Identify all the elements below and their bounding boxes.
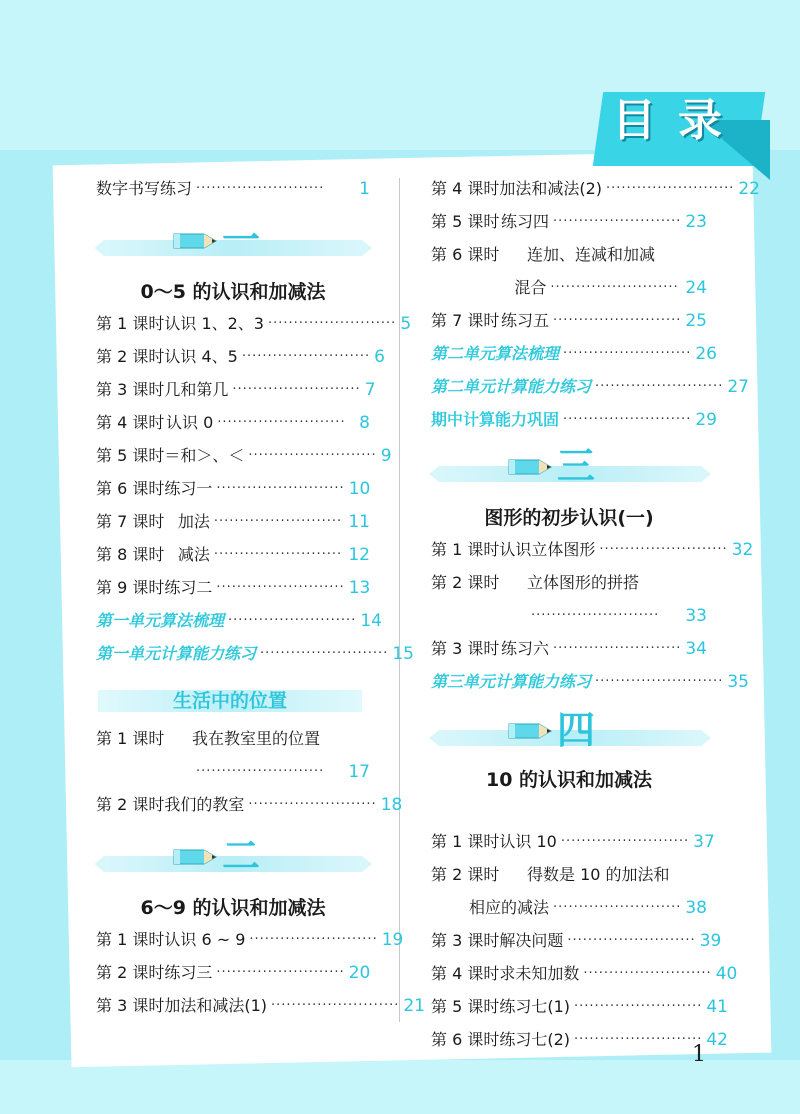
toc-entry[interactable]: [96, 993, 425, 1019]
page-ref: 26: [695, 344, 717, 364]
page-ref: 20: [348, 963, 371, 983]
unit-title: 0～5 的认识和加减法: [140, 281, 326, 303]
leader-dots: ·························: [553, 313, 682, 328]
page-ref: 8: [359, 413, 370, 433]
lesson-label: 第 2 课时: [431, 865, 500, 884]
leader-dots: ·························: [563, 412, 692, 427]
toc-entry[interactable]: [96, 641, 414, 667]
entry-title: 认识 6 ~ 9: [164, 930, 246, 949]
lesson-label: 第 6 课时: [431, 1030, 500, 1049]
leader-dots: ·························: [553, 900, 682, 915]
page-ref: 23: [685, 212, 707, 232]
lesson-label: 第 3 课时: [431, 639, 500, 658]
lesson-label: 第 6 课时: [431, 245, 500, 264]
toc-entry[interactable]: [431, 862, 707, 888]
entry-title: 练习七(1): [499, 997, 571, 1016]
leader-dots: ·························: [248, 797, 377, 812]
entry-title: 练习六: [501, 639, 550, 658]
leader-dots: ·························: [213, 547, 343, 562]
page-ref: 29: [695, 410, 717, 430]
page-ref: 24: [685, 278, 707, 298]
toc-entry[interactable]: [431, 961, 738, 987]
page-number: 1: [692, 1042, 706, 1067]
leader-dots: ·························: [241, 349, 371, 364]
toc-entry[interactable]: [96, 542, 370, 568]
lesson-label: 第 5 课时: [431, 997, 500, 1016]
leader-dots: ·························: [248, 448, 377, 463]
pencil-icon: [174, 846, 218, 868]
entry-title: ＝和＞、＜: [164, 446, 245, 465]
lesson-label: 第 6 课时: [96, 479, 165, 498]
background-band-bottom: [0, 1060, 800, 1114]
leader-dots: ·························: [553, 214, 682, 229]
lesson-label: 第 2 课时: [96, 795, 165, 814]
lesson-label: 第 8 课时: [96, 545, 165, 564]
page-ref: [679, 570, 707, 596]
entry-title: 练习四: [501, 212, 550, 231]
lesson-label: 第 3 课时: [96, 996, 165, 1015]
toc-entry[interactable]: [96, 443, 392, 469]
lesson-label: 第 1 课时: [431, 540, 500, 559]
leader-dots: ·························: [560, 834, 690, 849]
page-ref: 41: [706, 997, 728, 1017]
page-ref: 5: [400, 314, 412, 334]
lesson-label: 第 4 课时: [431, 964, 500, 983]
toc-entry[interactable]: [96, 726, 370, 752]
entry-title: 练习一: [164, 479, 213, 498]
lesson-label: 第 1 课时: [96, 314, 165, 333]
lesson-label: 第 1 课时: [96, 930, 165, 949]
leader-dots: ·························: [268, 316, 397, 331]
page-ref: 42: [706, 1030, 728, 1050]
page-ref: 17: [348, 762, 370, 782]
lesson-label: 第 9 课时: [96, 578, 165, 597]
toc-entry[interactable]: [431, 636, 707, 662]
toc-entry[interactable]: [96, 509, 370, 535]
pencil-icon: [509, 720, 553, 742]
entry-title: 认识 10: [499, 832, 557, 851]
toc-entry[interactable]: [431, 176, 760, 202]
page-ref: 27: [727, 377, 749, 397]
unit-number: 一: [222, 218, 261, 262]
leader-dots: ·························: [595, 674, 724, 689]
entry-title: 几和第几: [164, 380, 229, 399]
leader-dots: ·························: [531, 608, 660, 623]
entry-title: 第二单元计算能力练习: [431, 377, 592, 396]
toc-entry[interactable]: [96, 792, 403, 818]
page-ref: 32: [731, 540, 754, 560]
leader-dots: ·························: [595, 379, 724, 394]
page-ref: 34: [685, 639, 707, 659]
section-title: 生活中的位置: [172, 690, 287, 712]
leader-dots: ·························: [213, 514, 343, 529]
entry-title: 认识 1、2、3: [164, 314, 264, 333]
toc-entry[interactable]: [96, 476, 370, 502]
leader-dots: ·························: [216, 965, 345, 980]
entry-title: 练习三: [164, 963, 213, 982]
page-ref: 15: [392, 644, 414, 664]
entry-title: 数字书写练习: [96, 179, 193, 198]
entry-title: 加法: [177, 512, 210, 531]
entry-title: 我们的教室: [164, 795, 245, 814]
page-ref: 6: [374, 347, 385, 367]
entry-title: 相应的减法: [469, 898, 550, 917]
page-ref: 1: [359, 179, 370, 199]
pencil-icon: [174, 230, 218, 252]
page-ref: 10: [348, 479, 371, 499]
page-ref: 19: [381, 930, 404, 950]
entry-title: 立体图形的拼搭: [527, 573, 640, 592]
toc-entry[interactable]: [96, 759, 370, 785]
entry-title: 认识 4、5: [164, 347, 238, 366]
page-ref: [679, 242, 707, 268]
unit-banner: [439, 708, 701, 752]
leader-dots: ·························: [567, 933, 696, 948]
toc-entry[interactable]: [431, 928, 722, 954]
lesson-label: 第 7 课时: [431, 311, 500, 330]
lesson-label: 第 5 课时: [96, 446, 165, 465]
toc-entry[interactable]: [431, 994, 728, 1020]
toc-entry[interactable]: [431, 537, 754, 563]
pencil-icon: [509, 456, 553, 478]
leader-dots: [655, 242, 679, 268]
page-ref: 18: [380, 795, 403, 815]
leader-dots: ·························: [196, 764, 325, 779]
leader-dots: ·························: [574, 999, 703, 1014]
entry-title: 练习五: [501, 311, 550, 330]
entry-title: 练习二: [164, 578, 213, 597]
column-divider: [399, 178, 400, 1022]
toc-entry[interactable]: [431, 570, 707, 596]
toc-entry[interactable]: [431, 407, 717, 433]
leader-dots: ·························: [583, 966, 712, 981]
toc-entry[interactable]: [431, 603, 707, 629]
toc-entry[interactable]: [431, 308, 707, 334]
page-title: 目录: [612, 95, 744, 146]
page-ref: 38: [685, 898, 707, 918]
leader-dots: ·························: [249, 932, 378, 947]
unit-number: 三: [557, 444, 596, 488]
toc-entry[interactable]: [96, 377, 376, 403]
unit-title: 10 的认识和加减法: [485, 769, 653, 791]
entry-title: 得数是 10 的加法和: [527, 865, 670, 884]
leader-dots: ·························: [550, 280, 679, 295]
unit-number: 四: [557, 708, 596, 752]
page-ref: 7: [364, 380, 376, 400]
toc-entry[interactable]: [431, 209, 707, 235]
unit-banner: [439, 444, 701, 488]
lesson-label: 第 1 课时: [431, 832, 500, 851]
entry-title: 期中计算能力巩固: [431, 410, 560, 429]
toc-entry[interactable]: [431, 275, 707, 301]
page-ref: 14: [360, 611, 382, 631]
unit-title: 图形的初步认识(一): [484, 507, 654, 529]
entry-title: 第三单元计算能力练习: [431, 672, 592, 691]
page-ref: 33: [685, 606, 707, 626]
entry-title: 第一单元计算能力练习: [96, 644, 257, 663]
page-ref: [679, 862, 707, 888]
toc-entry[interactable]: [96, 960, 370, 986]
lesson-label: 第 5 课时: [431, 212, 500, 231]
leader-dots: ·························: [563, 346, 692, 361]
lesson-label: 第 4 课时: [96, 413, 165, 432]
entry-title: 认识 0: [165, 413, 214, 432]
leader-dots: ·························: [574, 1032, 703, 1047]
leader-dots: ·························: [260, 646, 389, 661]
leader-dots: ·························: [228, 613, 357, 628]
section-banner-life: [98, 688, 362, 714]
toc-entry[interactable]: [431, 895, 707, 921]
page-ref: 22: [738, 179, 760, 199]
toc-entry[interactable]: [431, 1027, 728, 1053]
toc-entry[interactable]: [431, 341, 717, 367]
unit-banner: [104, 834, 362, 878]
entry-title: 我在教室里的位置: [192, 729, 321, 748]
page-ref: 37: [693, 832, 715, 852]
toc-entry[interactable]: [96, 410, 370, 436]
leader-dots: ·························: [599, 542, 728, 557]
leader-dots: ·························: [553, 641, 682, 656]
toc-entry[interactable]: [431, 242, 707, 268]
entry-title: 练习七(2): [499, 1030, 571, 1049]
leader-dots: ·························: [271, 998, 400, 1013]
leader-dots: ·························: [232, 382, 361, 397]
page-ref: 12: [348, 545, 370, 565]
lesson-label: 第 7 课时: [96, 512, 165, 531]
leader-dots: [320, 726, 342, 752]
page-ref: 21: [403, 996, 425, 1016]
page-ref: 35: [727, 672, 749, 692]
entry-title: 连加、连减和加减: [527, 245, 656, 264]
toc-entry[interactable]: [96, 575, 370, 601]
lesson-label: 第 3 课时: [96, 380, 165, 399]
toc-entry[interactable]: [96, 344, 385, 370]
toc-entry[interactable]: [96, 311, 412, 337]
leader-dots: ·························: [217, 415, 346, 430]
page-ref: 25: [685, 311, 707, 331]
unit-banner: [104, 218, 362, 262]
page-ref: 11: [348, 512, 370, 532]
lesson-label: 第 3 课时: [431, 931, 500, 950]
page-ref: 39: [699, 931, 722, 951]
toc-entry[interactable]: [431, 669, 749, 695]
unit-title: 6～9 的认识和加减法: [140, 897, 326, 919]
toc-entry[interactable]: [431, 829, 715, 855]
entry-title: 第一单元算法梳理: [96, 611, 225, 630]
leader-dots: ·························: [606, 181, 735, 196]
entry-title: 第二单元算法梳理: [431, 344, 560, 363]
entry-title: 求未知加数: [499, 964, 580, 983]
page-ref: 9: [380, 446, 392, 466]
leader-dots: ·························: [216, 580, 345, 595]
page-ref: 40: [715, 964, 738, 984]
lesson-label: 第 2 课时: [431, 573, 500, 592]
entry-title: 混合: [514, 278, 547, 297]
leader-dots: ·························: [196, 181, 325, 196]
entry-title: 加法和减法(2): [499, 179, 603, 198]
toc-entry[interactable]: [96, 176, 370, 202]
unit-number: 二: [222, 834, 261, 878]
entry-title: 认识立体图形: [499, 540, 596, 559]
leader-dots: [670, 862, 679, 888]
lesson-label: 第 2 课时: [96, 347, 165, 366]
lesson-label: 第 2 课时: [96, 963, 165, 982]
leader-dots: ·························: [216, 481, 345, 496]
lesson-label: 第 1 课时: [96, 729, 165, 748]
toc-entry[interactable]: [431, 374, 749, 400]
entry-title: 减法: [177, 545, 210, 564]
lesson-label: 第 4 课时: [431, 179, 500, 198]
leader-dots: [639, 570, 679, 596]
toc-entry[interactable]: [96, 608, 382, 634]
entry-title: 解决问题: [499, 931, 564, 950]
entry-title: 加法和减法(1): [164, 996, 268, 1015]
page-ref: [342, 726, 370, 752]
page-ref: 13: [348, 578, 371, 598]
toc-entry[interactable]: [96, 927, 404, 953]
